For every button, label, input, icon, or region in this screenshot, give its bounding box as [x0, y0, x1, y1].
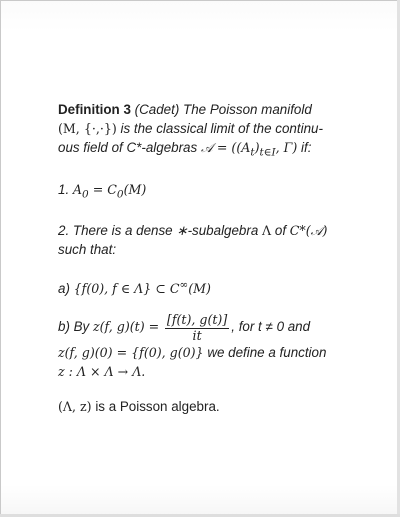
definition-text-2: is the classical limit of the continu- — [120, 121, 323, 136]
item-b-fraction — [165, 312, 229, 343]
definition-math-field: 𝒜 = ($(A_t)_{t\in I}$, Γ) — [200, 140, 298, 159]
item-a — [58, 276, 363, 298]
item-1-math: $A_0 = C_0(M)$ — [72, 181, 147, 201]
item-2-text-2: such that: — [58, 242, 117, 258]
item-b-label: b) By — [58, 319, 90, 335]
item-b-lhs: z(f, g)(t) = — [93, 319, 160, 335]
item-1-number: 1. — [58, 181, 70, 197]
item-2-math-lambda: Λ — [262, 223, 272, 239]
definition-attribution: (Cadet) — [134, 102, 180, 117]
item-b-text-2: we define a function — [207, 345, 327, 361]
item-1 — [58, 180, 363, 205]
conclusion-text: is a Poisson algebra. — [95, 399, 220, 415]
item-b-math-3: z : Λ × Λ → Λ. — [58, 364, 146, 380]
item-a-math: {f(0), f ∈ Λ} ⊂ C∞(M) — [73, 279, 211, 297]
item-2-text-1: 2. There is a dense ∗-subalgebra — [58, 223, 259, 239]
definition-label: Definition 3 — [58, 102, 131, 117]
item-2 — [58, 221, 363, 259]
item-2-text-of: of — [274, 223, 287, 239]
definition-paragraph — [58, 100, 363, 163]
definition-text-1: The Poisson manifold — [183, 102, 312, 117]
item-2-math-algebra: C*(𝒜) — [289, 223, 328, 239]
conclusion — [58, 397, 363, 416]
conclusion-math: (Λ, z) — [58, 399, 92, 415]
item-b-tail: , for t ≠ 0 and — [231, 319, 311, 335]
item-a-label: a) — [58, 281, 70, 297]
item-b-fraction-denominator: it — [192, 328, 202, 344]
definition-math-manifold: (M, {·,·}) — [58, 121, 117, 136]
item-b-math-2: z(f, g)(0) = {f(0), g(0)} — [58, 345, 204, 361]
item-b-fraction-numerator: [f(t), g(t)] — [166, 312, 228, 328]
definition-text-if: if: — [301, 140, 312, 155]
definition-text-3: ous field of C*-algebras — [58, 140, 198, 155]
item-b — [58, 312, 363, 381]
document-body — [58, 100, 363, 416]
